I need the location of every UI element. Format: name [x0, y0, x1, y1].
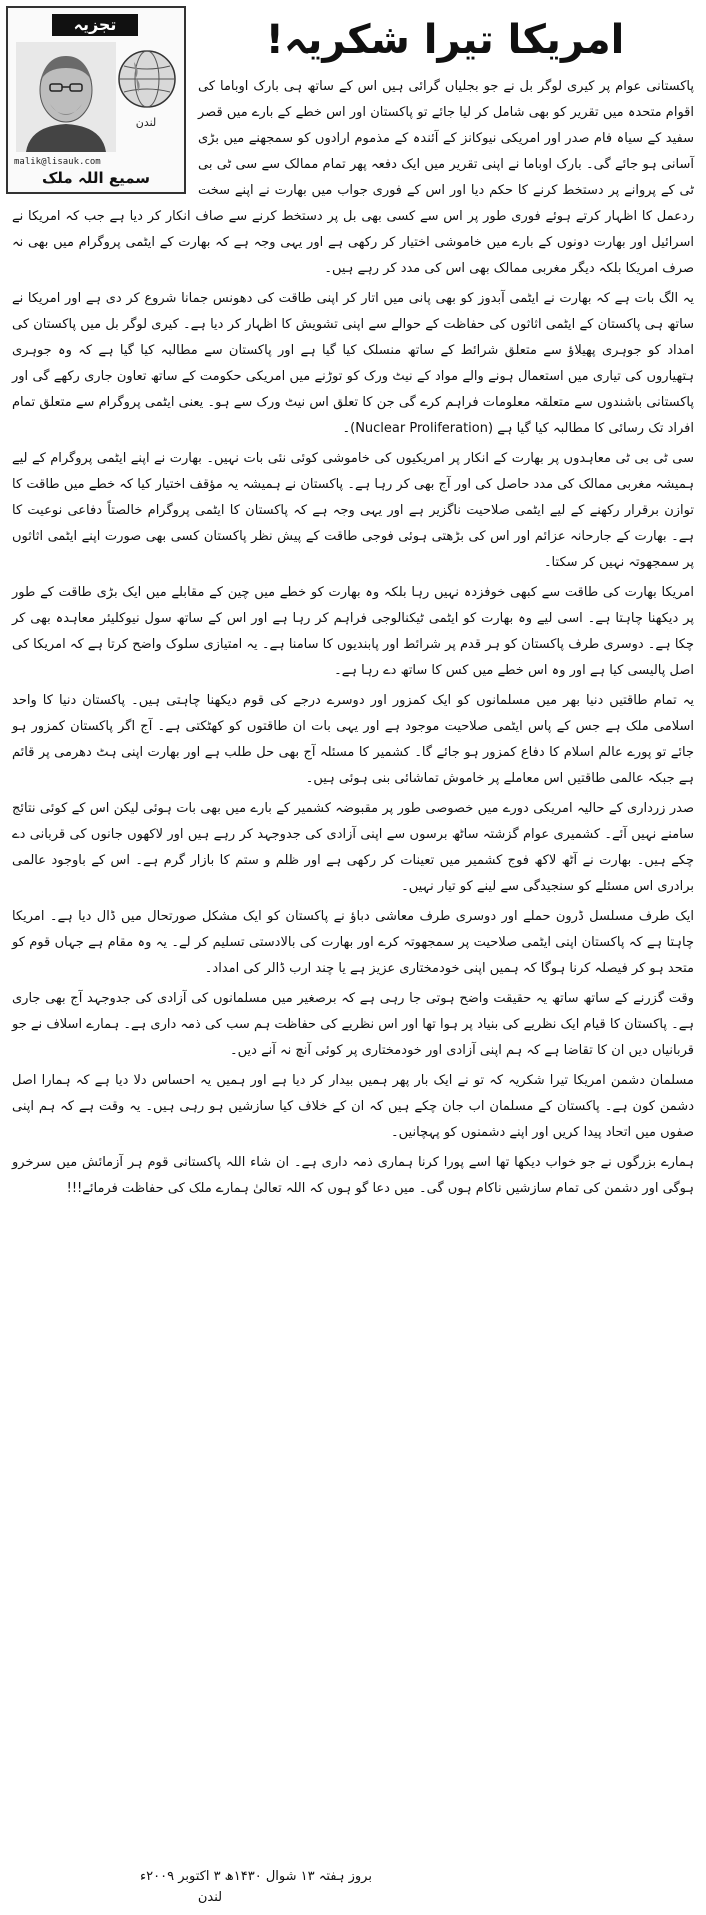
article-body [12, 74, 694, 1206]
column-tag: تجزیہ [52, 14, 138, 36]
article-dateline: بروز ہفتہ ۱۳ شوال ۱۴۳۰ھ ۳ اکتوبر ۲۰۰۹ء [140, 1869, 372, 1884]
paragraph: یہ الگ بات ہے کہ بھارت نے ایٹمی آبدوز کو بھی پانی میں اتار کر اپنی طاقت کی دھونس جمانا شروع کر دی ہے اور امریکا نے ساتھ ہی پاکستان کے ایٹمی اثاثوں کی حفاظت کے حوالے سے اپنی تشویش کا اظہار کر دیا ہے۔ کیری لوگر بل میں پاکستان کی امداد کو جوہری پھیلاؤ سے متعلق شرائط کے ساتھ منسلک کیا گیا ہے اور پاکستان سے مطالبہ کیا گیا ہے کہ وہ جوہری ہتھیاروں کی تیاری میں استعمال ہونے والے مواد کے نیٹ ورک کو توڑنے میں امریکی حکومت کے ساتھ تعاون جاری رکھے گی اور پاکستانی باشندوں سے متعلقہ معلومات فراہم کرے گی جن کا تعلق اس نیٹ ورک سے ہو۔ یعنی ایٹمی پروگرام سے متعلق تمام افراد تک رسائی کا مطالبہ کیا گیا ہے (Nuclear Proliferation)۔ [12, 291, 694, 436]
article-place: لندن [197, 1890, 223, 1905]
paragraph: مسلمان دشمن امریکا تیرا شکریہ کہ تو نے ایک بار پھر ہمیں بیدار کر دیا ہے اور ہمیں یہ احساس دلا دیا ہے کہ ہمارا اصل دشمن کون ہے۔ پاکستان کے مسلمان اب جان چکے ہیں کہ ان کے خلاف کیا سازشیں ہو رہی ہیں۔ یہ وقت ہے کہ ہم اپنی صفوں میں اتحاد پیدا کریں اور اپنے دشمنوں کو پہچانیں۔ [12, 1073, 694, 1140]
paragraph: وقت گزرنے کے ساتھ ساتھ یہ حقیقت واضح ہوتی جا رہی ہے کہ برصغیر میں مسلمانوں کی آزادی کی جدوجہد آج بھی جاری ہے۔ پاکستان کا قیام ایک نظریے کی بنیاد پر ہوا تھا اور اس نظریے کی حفاظت ہم سب کی ذمہ داری ہے۔ ہمارے اسلاف نے جو قربانیاں دیں ان کا تقاضا ہے کہ ہم اپنی آزادی اور خودمختاری پر کوئی آنچ نہ آنے دیں۔ [12, 991, 694, 1058]
paragraph: امریکا بھارت کی طاقت سے کبھی خوفزدہ نہیں رہا بلکہ وہ بھارت کو خطے میں چین کے مقابلے میں ایک بڑی طاقت کے طور پر دیکھنا چاہتا ہے۔ اسی لیے وہ بھارت کو ایٹمی ٹیکنالوجی فراہم کر رہا ہے اور اس کے ساتھ سول نیوکلیئر معاہدہ بھی کر چکا ہے۔ دوسری طرف پاکستان کو ہر قدم پر شرائط اور پابندیوں کا سامنا ہے۔ یہ امتیازی سلوک واضح کرتا ہے کہ امریکا کی اصل پالیسی کیا ہے اور وہ اس خطے میں کس کا ساتھ دے رہا ہے۔ [12, 585, 694, 678]
author-name: سمیع اللہ ملک [41, 169, 151, 187]
paragraph: ہمارے بزرگوں نے جو خواب دیکھا تھا اسے پورا کرنا ہماری ذمہ داری ہے۔ ان شاء اللہ پاکستانی قوم ہر آزمائش میں سرخرو ہوگی اور دشمن کی تمام سازشیں ناکام ہوں گی۔ میں دعا گو ہوں کہ اللہ تعالیٰ ہمارے ملک کی حفاظت فرمائے!!! [12, 1155, 694, 1196]
author-email: malik@lisauk.com [14, 157, 101, 167]
paragraph: پاکستانی عوام پر کیری لوگر بل نے جو بجلیاں گرائی ہیں اس کے ساتھ ہی بارک اوباما کی اقوام متحدہ میں تقریر کو بھی شامل کر لیا جائے تو پاکستان اور اس خطے کے بارے میں قصر سفید کے سیاہ فام صدر اور امریکی نیوکانز کے آئندہ کے مذموم ارادوں کو سمجھنے میں بڑی آسانی ہو جائے گی۔ بارک اوباما نے اپنی تقریر میں ایک دفعہ پھر تمام ممالک سے سی ٹی بی ٹی کے پروانے پر دستخط کرنے کا حکم دیا اور اس کے فوری جواب میں بھارت نے اپنے سخت ردعمل کا اظہار کرتے ہوئے فوری طور پر اس سے کسی بھی بل پر دستخط کرنے سے صاف انکار کر دیا ہے جب کہ امریکا نے اسرائیل اور بھارت دونوں کے بارے میں خاموشی اختیار کر رکھی ہے اور یہی وجہ ہے کہ بھارت کے ایٹمی پروگرام میں بھی نہ صرف امریکا بلکہ دیگر مغربی ممالک بھی اس کی مدد کر رہے ہیں۔ [12, 79, 694, 276]
paragraph: یہ تمام طاقتیں دنیا بھر میں مسلمانوں کو ایک کمزور اور دوسرے درجے کی قوم دیکھنا چاہتی ہیں۔ پاکستان دنیا کا واحد اسلامی ملک ہے جس کے پاس ایٹمی صلاحیت موجود ہے اور یہی بات ان طاقتوں کو کھٹکتی ہے۔ آج اگر پاکستان کمزور ہو جائے تو پورے عالم اسلام کا دفاع کمزور ہو جائے گا۔ کشمیر کا مسئلہ آج بھی حل طلب ہے اور بھارت اپنی ہٹ دھرمی پر قائم ہے جبکہ عالمی طاقتیں اس معاملے پر خاموش تماشائی بنی ہوئی ہیں۔ [12, 693, 694, 786]
logo-spacer [12, 74, 198, 202]
paragraph: سی ٹی بی ٹی معاہدوں پر بھارت کے انکار پر امریکیوں کی خاموشی کوئی نئی بات نہیں۔ بھارت نے اپنے ایٹمی پروگرام کے لیے ہمیشہ مغربی ممالک کی مدد حاصل کی اور آج بھی کر رہا ہے۔ پاکستان نے ہمیشہ یہ مؤقف اختیار کیا کہ خطے میں طاقت کا توازن برقرار رکھنے کے لیے ایٹمی صلاحیت ناگزیر ہے اور یہی وجہ ہے کہ پاکستان کا ایٹمی پروگرام خالصتاً دفاعی نوعیت کا ہے۔ بھارت کے جارحانہ عزائم اور اس کی بڑھتی ہوئی فوجی طاقت کے پیش نظر پاکستان کسی بھی صورت اپنے ایٹمی اثاثوں پر سمجھوتہ نہیں کر سکتا۔ [12, 451, 694, 570]
paragraph: ایک طرف مسلسل ڈرون حملے اور دوسری طرف معاشی دباؤ نے پاکستان کو ایک مشکل صورتحال میں ڈال دیا ہے۔ امریکا چاہتا ہے کہ پاکستان اپنی ایٹمی صلاحیت پر سمجھوتہ کرے اور بھارت کی بالادستی تسلیم کر لے۔ یہ وہ مقام ہے جہاں قوم کو متحد ہو کر فیصلہ کرنا ہوگا کہ ہمیں اپنی خودمختاری عزیز ہے یا چند ارب ڈالر کی امداد۔ [12, 909, 694, 976]
paragraph: صدر زرداری کے حالیہ امریکی دورے میں خصوصی طور پر مقبوضہ کشمیر کے بارے میں بھی بات ہوئی لیکن اس کے کوئی نتائج سامنے نہیں آئے۔ کشمیری عوام گزشتہ ساٹھ برسوں سے اپنی آزادی کی جدوجہد کر رہے ہیں اور لاکھوں جانوں کی قربانی دے چکے ہیں۔ بھارت نے آٹھ لاکھ فوج کشمیر میں تعینات کر رکھی ہے اور ظلم و ستم کا بازار گرم ہے۔ اس کے باوجود عالمی برادری اس مسئلے کو سنجیدگی سے لینے کو تیار نہیں۔ [12, 801, 694, 894]
place-tag: لندن [135, 116, 157, 129]
article-title: امریکا تیرا شکریہ! [265, 17, 625, 63]
